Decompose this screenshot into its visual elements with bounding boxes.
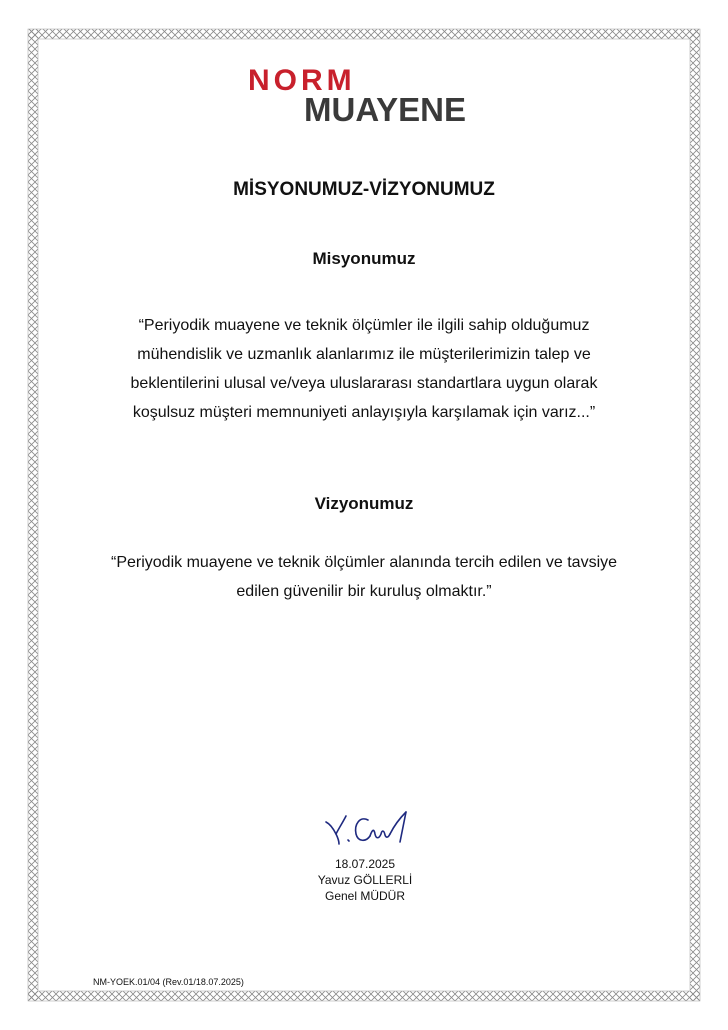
signatory-title: Genel MÜDÜR xyxy=(324,889,405,903)
vision-line: edilen güvenilir bir kuruluş olmaktır.” xyxy=(236,583,492,600)
document-code: NM-YOEK.01/04 (Rev.01/18.07.2025) xyxy=(93,977,244,987)
handwritten-signature xyxy=(322,808,418,848)
vision-line: “Periyodik muayene ve teknik ölçümler alanında tercih edilen ve tavsiye xyxy=(110,554,618,571)
mission-line: beklentilerini ulusal ve/veya uluslararası standartlara uygun olarak xyxy=(130,375,598,392)
mission-statement xyxy=(100,311,628,427)
company-logo xyxy=(248,66,478,128)
page-title: MİSYONUMUZ-VİZYONUMUZ xyxy=(233,179,495,200)
mission-line: mühendislik ve uzmanlık alanlarımız ile müşterilerimizin talep ve xyxy=(137,346,591,363)
logo-muayene-text: MUAYENE xyxy=(304,91,466,128)
vision-statement xyxy=(80,548,648,606)
mission-line: “Periyodik muayene ve teknik ölçümler ile ilgili sahip olduğumuz xyxy=(138,317,590,334)
signatory-name: Yavuz GÖLLERLİ xyxy=(317,873,413,887)
logo-norm-text: NORM xyxy=(248,64,356,97)
signature-date: 18.07.2025 xyxy=(334,857,396,871)
vision-heading: Vizyonumuz xyxy=(314,494,414,513)
mission-line: koşulsuz müşteri memnuniyeti anlayışıyla karşılamak için varız...” xyxy=(132,404,596,421)
mission-heading: Misyonumuz xyxy=(312,249,416,268)
signature-block xyxy=(290,856,440,904)
